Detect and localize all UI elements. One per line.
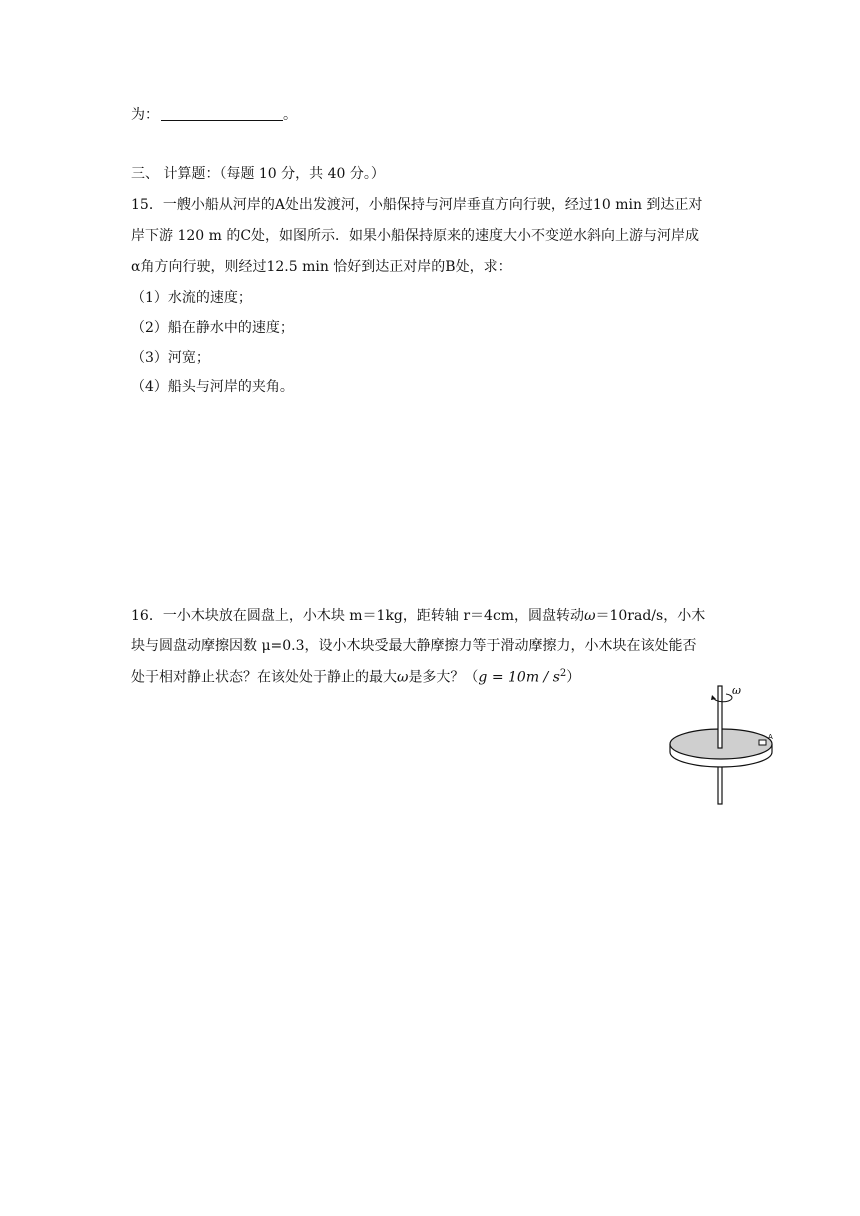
omega-label: ω <box>732 684 741 697</box>
omega-symbol: ω <box>397 669 409 686</box>
rotation-arrow <box>714 694 732 702</box>
answer-blank <box>161 106 283 121</box>
axis-upper <box>718 686 722 748</box>
q14-prefix: 为： <box>131 107 159 123</box>
q16-line-3-close: ） <box>566 669 581 686</box>
q16-line-3-text: 处于相对静止状态？在该处处于静止的最大 <box>131 669 397 686</box>
formula-exponent: 2 <box>559 668 567 679</box>
q16-line-3 <box>131 664 580 688</box>
rotating-disk-figure <box>664 682 784 810</box>
q15-line-1: 15．一艘小船从河岸的A处出发渡河，小船保持与河岸垂直方向行驶，经过10 min 到达正对 <box>131 197 703 213</box>
arrow-head-icon <box>711 695 716 700</box>
wood-block <box>759 740 766 745</box>
q15-item-3: （3）河宽； <box>131 350 210 366</box>
q15-item-2: （2）船在静水中的速度； <box>131 320 294 336</box>
gravity-formula: g = 10m / s <box>478 669 560 686</box>
section-heading: 三、 计算题：（每题 10 分，共 40 分。） <box>131 166 385 182</box>
q15-line-2: 岸下游 120 m 的C处，如图所示．如果小船保持原来的速度大小不变逆水斜向上游与河岸成 <box>131 228 700 244</box>
block-label: A <box>768 733 773 741</box>
q15-item-4: （4）船头与河岸的夹角。 <box>131 379 294 395</box>
q16-line-1 <box>131 606 705 626</box>
q14-answer-line <box>131 105 297 125</box>
q16-line-3-text-b: 是多大？（ <box>408 669 479 686</box>
q15-line-3: α角方向行驶，则经过12.5 min 恰好到达正对岸的B处，求： <box>131 259 512 275</box>
q16-line-2: 块与圆盘动摩擦因数 μ=0.3，设小木块受最大静摩擦力等于滑动摩擦力，小木块在该处能否 <box>131 638 697 654</box>
q14-suffix: 。 <box>283 107 297 123</box>
omega-symbol: ω <box>584 608 596 624</box>
q16-line-1-text-b: ＝10rad/s，小木 <box>595 608 706 624</box>
q16-line-1-text: 16．一小木块放在圆盘上，小木块 m＝1kg，距转轴 r＝4cm，圆盘转动 <box>131 608 585 624</box>
q15-item-1: （1）水流的速度； <box>131 290 252 306</box>
axis-lower <box>718 762 722 804</box>
